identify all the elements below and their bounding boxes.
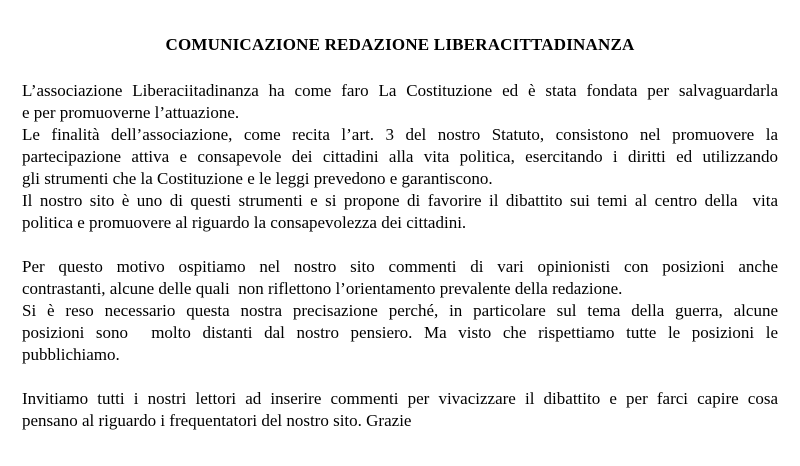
text-line: Si è reso necessario questa nostra precisazione perché, in particolare sul tema della guerra, alcune bbox=[22, 301, 778, 320]
paragraph-1 bbox=[22, 80, 778, 234]
text-line: e per promuoverne l’attuazione. bbox=[22, 103, 240, 122]
text-line: politica e promuovere al riguardo la consapevolezza dei cittadini. bbox=[22, 213, 467, 232]
paragraph-2 bbox=[22, 256, 778, 366]
text-line: Il nostro sito è uno di questi strumenti e si propone di favorire il dibattito sui temi al centro della vita bbox=[22, 191, 778, 210]
text-line: gli strumenti che la Costituzione e le leggi prevedono e garantiscono. bbox=[22, 169, 493, 188]
text-line: Per questo motivo ospitiamo nel nostro sito commenti di vari opinionisti con posizioni anche bbox=[22, 257, 778, 276]
text-line: L’associazione Liberaciitadinanza ha come faro La Costituzione ed è stata fondata per salvaguardarla bbox=[22, 81, 778, 100]
text-line: Invitiamo tutti i nostri lettori ad inserire commenti per vivacizzare il dibattito e per farci capire cosa bbox=[22, 389, 778, 408]
text-line: contrastanti, alcune delle quali non riflettono l’orientamento prevalente della redazione. bbox=[22, 279, 623, 298]
document-title: COMUNICAZIONE REDAZIONE LIBERACITTADINANZA bbox=[165, 35, 635, 54]
text-line: partecipazione attiva e consapevole dei cittadini alla vita politica, esercitando i diritti ed utilizzando bbox=[22, 147, 778, 166]
text-line: pubblichiamo. bbox=[22, 345, 120, 364]
text-line: pensano al riguardo i frequentatori del nostro sito. Grazie bbox=[22, 411, 412, 430]
text-line: Le finalità dell’associazione, come recita l’art. 3 del nostro Statuto, consistono nel promuovere la bbox=[22, 125, 778, 144]
paragraph-3 bbox=[22, 388, 778, 432]
text-line: posizioni sono molto distanti dal nostro pensiero. Ma visto che rispettiamo tutte le posizioni le bbox=[22, 323, 778, 342]
